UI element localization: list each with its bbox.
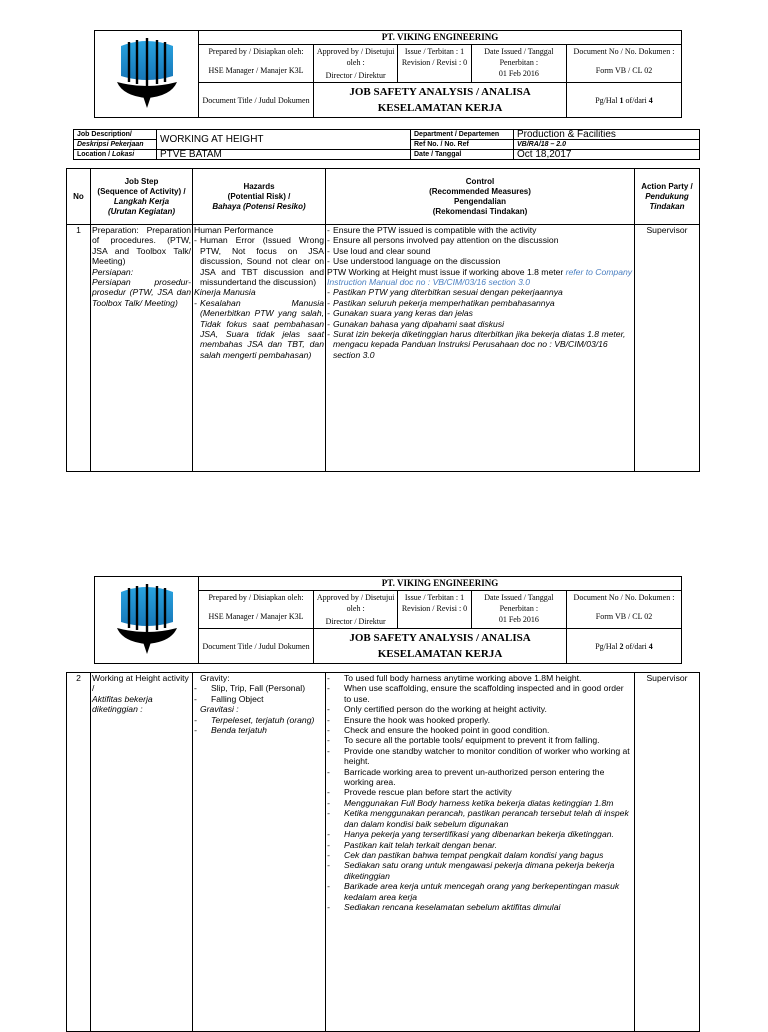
document-header-page-2 [94,576,682,664]
doc-title: JOB SAFETY ANALYSIS / ANALISA KESELAMATAN KERJA [314,83,567,118]
job-step-cell: Preparation: Preparation of procedures. (PTW, JSA and Toolbox Talk/ Meeting) Persiapan: Persiapan prosedur-prosedur (PTW, JSA dan Toolbox Talk/ Meeting) [91,225,193,472]
job-meta-table [73,129,700,160]
location-label: Location / Lokasi [74,150,157,160]
doc-title-label: Document Title / Judul Dokumen [199,629,314,664]
job-desc-label: Job Description/ [74,130,157,140]
row-number: 1 [67,225,91,472]
date-issued-cell: Date Issued / Tanggal Penerbitan : 01 Feb 2016 [471,45,566,83]
dept-value: Production & Facilities [514,130,700,140]
page-indicator-2: Pg/Hal 2 of/dari 4 [566,629,681,664]
control-cell: - To used full body harness anytime working above 1.8M height. - When use scaffolding, ensure the scaffolding inspected and in good order to use. - Only certified person do the working at height activity. - Ensure the hook was hooked properly. - Check and ensure the hooked point in good condition. - To secure all the portable tools/ equipment to prevent it from falling. - Provide one standby watcher to monitor condition of worker who working at height. - Barricade working area to prevent un-authorized person entering the working area. - Provede rescue plan before start the activity - Menggunakan Full Body harness ketika bekerja diatas ketinggian 1.8m - Ketika menggunakan perancah, pastikan perancah tersebut telah di inspek dan dalam kondisi baik sebelum digunakan - Hanya pekerja yang tersertifikasi yang dibenarkan bekerja diketinggan. - Pastikan kait telah terkait dengan benar. - Cek dan pastikan bahwa tempat pengkait dalam kondisi yang bagus - Sediakan satu orang untuk mengawasi pekerja dimana pekerja bekerja diketinggian - Barikade area kerja untuk mencegah orang yang berkepentingan masuk kedalam area kerja - Sediakan rencana keselamatan sebelum aktifitas dimulai [326,673,635,1032]
jsa-table-page-1 [66,168,700,472]
document-number-cell: Document No / No. Dokumen : Form VB / CL 02 [566,591,681,629]
company-logo-cell [95,577,199,664]
company-name: PT. VIKING ENGINEERING [199,31,682,45]
row-number: 2 [67,673,91,1032]
job-step-cell: Working at Height activity / Aktifitas bekerja diketinggian : [91,673,193,1032]
date-issued-cell: Date Issued / Tanggal Penerbitan : 01 Feb 2016 [471,591,566,629]
ref-label: Ref No. / No. Ref [411,140,514,150]
action-party-cell: Supervisor [635,673,700,1032]
hazards-cell: Gravity: - Slip, Trip, Fall (Personal) - Falling Object Gravitasi : - Terpeleset, terjatuh (orang) - Benda terjatuh [193,673,326,1032]
approved-by-cell: Approved by / Disetujui oleh : Director / Direktur [314,45,398,83]
col-control: Control (Recommended Measures) Pengendalian (Rekomendasi Tindakan) [326,169,635,225]
table-row [67,225,700,472]
col-action-party: Action Party / Pendukung Tindakan [635,169,700,225]
issue-cell: Issue / Terbitan : 1 Revision / Revisi : 0 [398,45,471,83]
location-value: PTVE BATAM [157,150,411,160]
hazards-cell: Human Performance - Human Error (Issued Wrong PTW, Not focus on JSA discussion, Sound not clear on JSA and TBT discussion and missundertand the discussion) Kinerja Manusia - Kesalahan Manusia (Menerbitkan PTW yang salah, Tidak fokus saat pembahasan JSA, Suara tidak jelas saat membahas JSA dan TBT, dan salah mengerti pembahasan) [193,225,326,472]
dept-label: Department / Departemen [411,130,514,140]
approved-by-cell: Approved by / Disetujui oleh : Director / Direktur [314,591,398,629]
document-number-cell: Document No / No. Dokumen : Form VB / CL 02 [566,45,681,83]
page-indicator-1: Pg/Hal 1 of/dari 4 [566,83,681,118]
col-no: No [67,169,91,225]
job-desc-label-id: Deskripsi Pekerjaan [74,140,157,150]
viking-ship-logo-icon [115,584,179,654]
document-header-page-1 [94,30,682,118]
col-job-step: Job Step (Sequence of Activity) / Langkah Kerja (Urutan Kegiatan) [91,169,193,225]
doc-title: JOB SAFETY ANALYSIS / ANALISA KESELAMATAN KERJA [314,629,567,664]
col-hazards: Hazards (Potential Risk) / Bahaya (Potensi Resiko) [193,169,326,225]
date-value: Oct 18,2017 [514,150,700,160]
date-label: Date / Tanggal [411,150,514,160]
viking-ship-logo-icon [115,38,179,108]
action-party-cell: Supervisor [635,225,700,472]
company-logo-cell [95,31,199,118]
doc-title-label: Document Title / Judul Dokumen [199,83,314,118]
job-desc-value: WORKING AT HEIGHT [157,130,411,150]
prepared-by-cell: Prepared by / Disiapkan oleh: HSE Manager / Manajer K3L [199,45,314,83]
prepared-by-cell: Prepared by / Disiapkan oleh: HSE Manager / Manajer K3L [199,591,314,629]
control-cell: - Ensure the PTW issued is compatible with the activity - Ensure all persons involved pay attention on the discussion - Use loud and clear sound - Use understood language on the discussion PTW Working at Height must issue if working above 1.8 meter refer to Company Instruction Manual doc no : VB/CIM/03/16 section 3.0 - Pastikan PTW yang diterbitkan sesuai dengan pekerjaannya - Pastikan seluruh pekerja memperhatikan pembahasannya - Gunakan suara yang keras dan jelas - Gunakan bahasa yang dipahami saat diskusi - Surat izin bekerja diketinggian harus diterbitkan jika bekerja diatas 1.8 meter, mengacu kepada Panduan Instruksi Perusahaan doc no : VB/CIM/03/16 section 3.0 [326,225,635,472]
jsa-table-page-2 [66,672,700,1032]
table-row [67,673,700,1032]
ref-value: VB/RA/18 – 2.0 [514,140,700,150]
issue-cell: Issue / Terbitan : 1 Revision / Revisi : 0 [398,591,471,629]
company-name: PT. VIKING ENGINEERING [199,577,682,591]
